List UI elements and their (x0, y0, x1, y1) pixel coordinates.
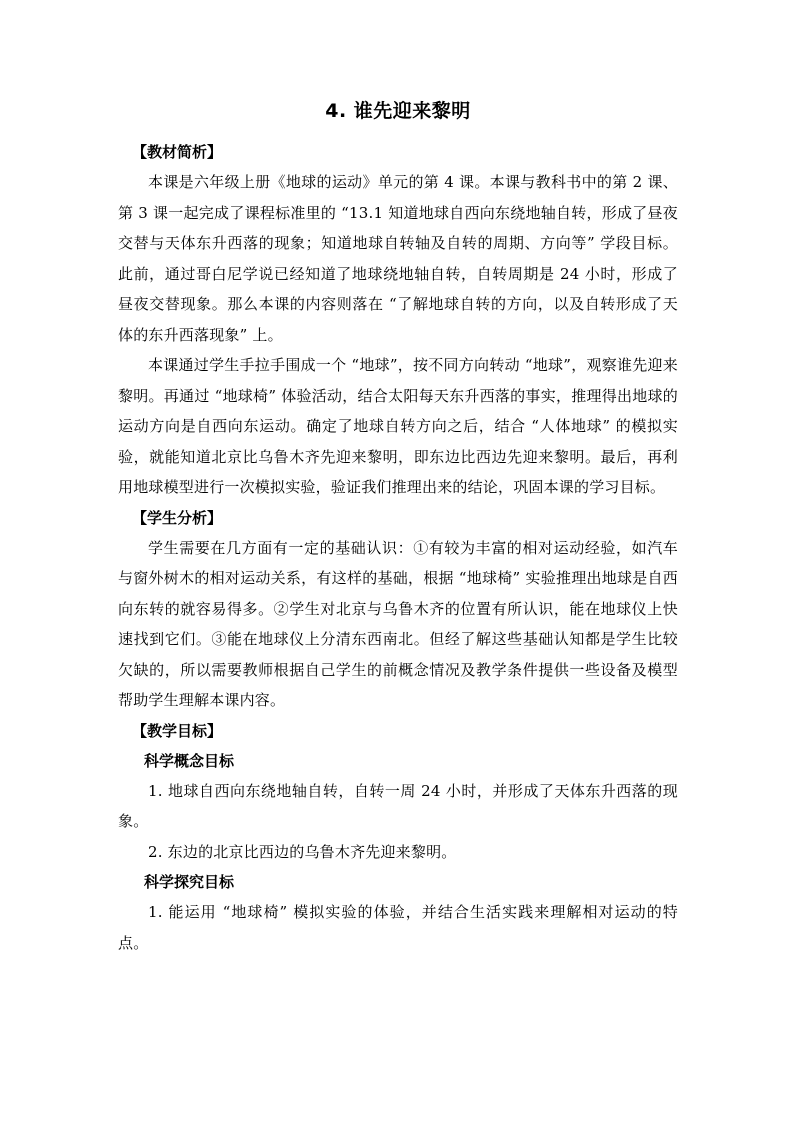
section-heading-teaching-goals: 【教学目标】 (132, 721, 223, 740)
section-teaching-goals (118, 716, 678, 959)
document-page (118, 96, 678, 958)
section-student-analysis (118, 503, 678, 716)
paragraph: 本课通过学生手拉手围成一个 “地球”，按不同方向转动 “地球”，观察谁先迎来黎明。再通过 “地球椅” 体验活动，结合太阳每天东升西落的事实，推理得出地球的运动方向是自西向东运动。确定了地球自转方向之后，结合 “人体地球” 的模拟实验，就能知道北京比乌鲁木齐先迎来黎明，即东边比西边先迎来黎明。最后，再利用地球模型进行一次模拟实验，验证我们推理出来的结论，巩固本课的学习目标。 (118, 356, 678, 496)
section-textbook-analysis (118, 137, 678, 503)
section-heading-textbook-analysis: 【教材简析】 (132, 143, 223, 161)
subheading-concept-goals: 科学概念目标 (144, 751, 235, 770)
goal-item: 1. 能运用 “地球椅” 模拟实验的体验，并结合生活实践来理解相对运动的特点。 (118, 903, 678, 952)
paragraph: 学生需要在几方面有一定的基础认识：①有较为丰富的相对运动经验，如汽车与窗外树木的相对运动关系，有这样的基础，根据 “地球椅” 实验推理出地球是自西向东转的就容易得多。②学生对北京与乌鲁木齐的位置有所认识，能在地球仪上快速找到它们。③能在地球仪上分清东西南北。但经了解这些基础认知都是学生比较欠缺的，所以需要教师根据自己学生的前概念情况及教学条件提供一些设备及模型帮助学生理解本课内容。 (118, 538, 678, 709)
subheading-inquiry-goals: 科学探究目标 (144, 873, 235, 891)
goal-item: 1. 地球自西向东绕地轴自转，自转一周 24 小时，并形成了天体东升西落的现象。 (118, 781, 678, 830)
goal-item: 2. 东边的北京比西边的乌鲁木齐先迎来黎明。 (148, 842, 457, 861)
paragraph: 本课是六年级上册《地球的运动》单元的第 4 课。本课与教科书中的第 2 课、第 3 课一起完成了课程标准里的 “13.1 知道地球自西向东绕地轴自转，形成了昼夜交替与天体东升西落的现象；知道地球自转轴及自转的周期、方向等” 学段目标。此前，通过哥白尼学说已经知道了地球绕地轴自转，自转周期是 24 小时，形成了昼夜交替现象。那么本课的内容则落在 “了解地球自转的方向，以及自转形成了天体的东升西落现象” 上。 (118, 173, 678, 344)
section-heading-student-analysis: 【学生分析】 (132, 508, 223, 527)
document-title: 4. 谁先迎来黎明 (325, 100, 471, 122)
